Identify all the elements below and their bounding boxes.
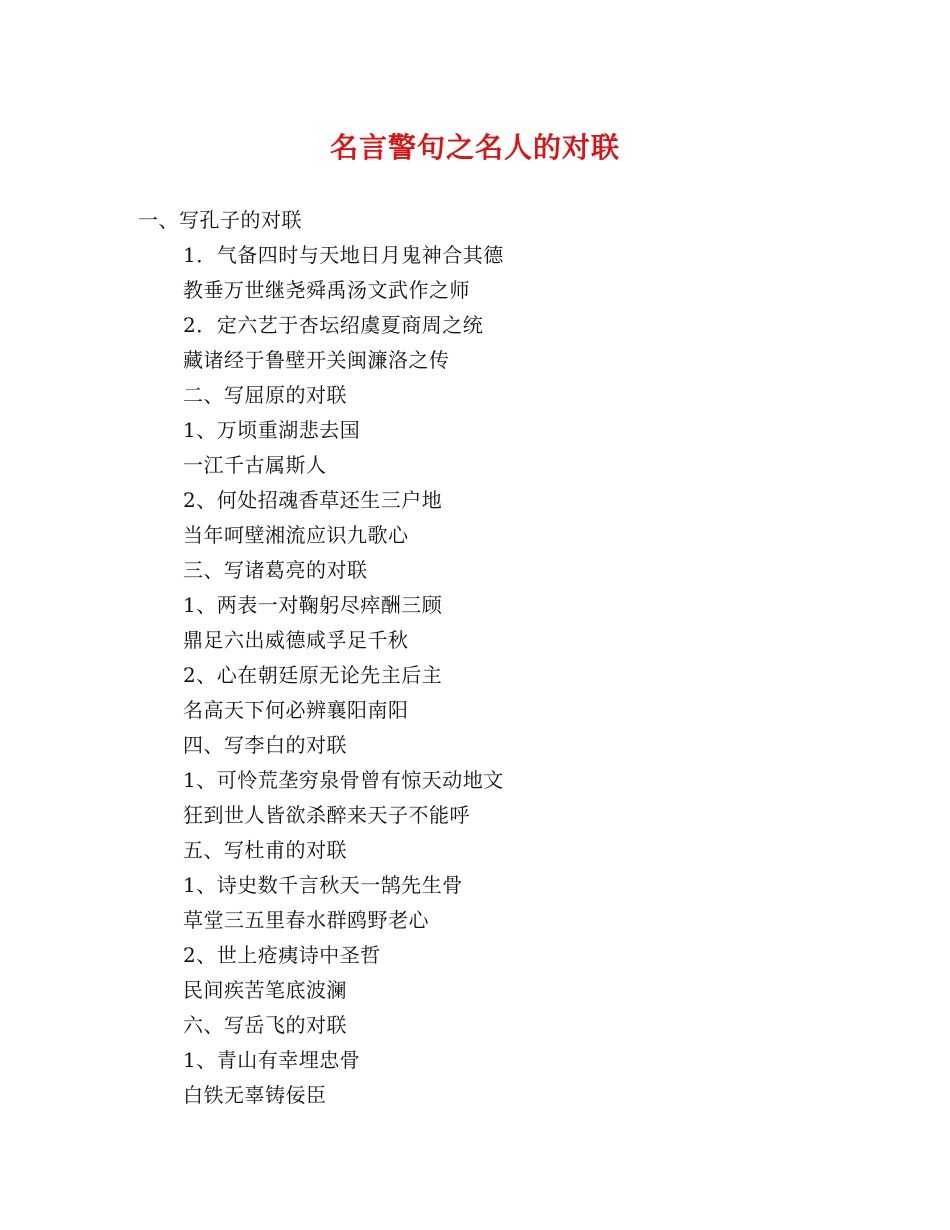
couplet-line: 教垂万世继尧舜禹汤文武作之师 bbox=[183, 278, 470, 302]
couplet-line: 2．定六艺于杏坛绍虞夏商周之统 bbox=[183, 313, 484, 337]
couplet-line: 2、世上疮痍诗中圣哲 bbox=[183, 943, 381, 967]
section-heading-yue-fei: 六、写岳飞的对联 bbox=[183, 1013, 347, 1037]
couplet-line: 1、两表一对鞠躬尽瘁酬三顾 bbox=[183, 593, 443, 617]
couplet-line: 1、诗史数千言秋天一鹄先生骨 bbox=[183, 873, 463, 897]
section-heading-du-fu: 五、写杜甫的对联 bbox=[183, 838, 347, 862]
section-heading-li-bai: 四、写李白的对联 bbox=[183, 733, 347, 757]
couplet-line: 2、心在朝廷原无论先主后主 bbox=[183, 663, 443, 687]
couplet-line: 鼎足六出威德咸孚足千秋 bbox=[183, 628, 409, 652]
document-title: 名言警句之名人的对联 bbox=[329, 131, 620, 164]
section-heading-zhuge-liang: 三、写诸葛亮的对联 bbox=[183, 558, 368, 582]
couplet-line: 当年呵壁湘流应识九歌心 bbox=[183, 523, 409, 547]
couplet-line: 草堂三五里春水群鸥野老心 bbox=[183, 908, 429, 932]
section-heading-confucius: 一、写孔子的对联 bbox=[138, 208, 302, 232]
couplet-line: 1、万顷重湖悲去国 bbox=[183, 418, 361, 442]
couplet-line: 1．气备四时与天地日月鬼神合其德 bbox=[183, 243, 504, 267]
couplet-line: 名高天下何必辨襄阳南阳 bbox=[183, 698, 409, 722]
couplet-line: 1、可怜荒垄穷泉骨曾有惊天动地文 bbox=[183, 768, 504, 792]
document-body bbox=[0, 203, 950, 1113]
couplet-line: 民间疾苦笔底波澜 bbox=[183, 978, 347, 1002]
couplet-line: 狂到世人皆欲杀醉来天子不能呼 bbox=[183, 803, 470, 827]
section-heading-qu-yuan: 二、写屈原的对联 bbox=[183, 383, 347, 407]
couplet-line: 一江千古属斯人 bbox=[183, 453, 327, 477]
couplet-line: 藏诸经于鲁壁开关闽濂洛之传 bbox=[183, 348, 450, 372]
couplet-line: 白铁无辜铸佞臣 bbox=[183, 1083, 327, 1107]
couplet-line: 1、青山有幸埋忠骨 bbox=[183, 1048, 361, 1072]
couplet-line: 2、何处招魂香草还生三户地 bbox=[183, 488, 443, 512]
